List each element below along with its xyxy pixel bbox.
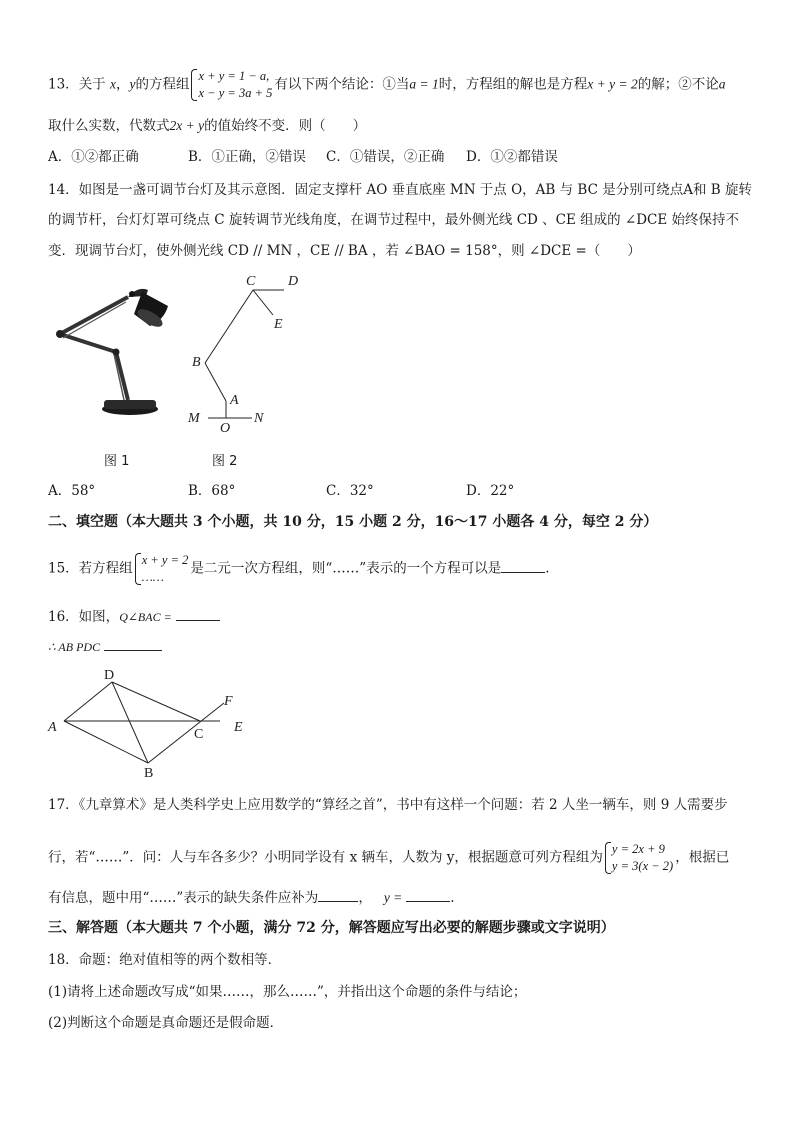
- q17-line1: 17．《九章算术》是人类科学史上应用数学的“算经之首”，书中有这样一个问题：若 2 人坐一辆车，则 9 人需要步: [48, 797, 728, 813]
- point-a-label: A: [230, 393, 239, 408]
- q17-answer-blank-1[interactable]: [318, 887, 358, 902]
- point-d-label: D: [104, 668, 115, 683]
- q17-eq1: y = 2x + 9: [611, 842, 665, 856]
- q17-text: 有信息，题中用“……”表示的缺失条件应补为: [48, 890, 319, 906]
- q14-line3: 变．现调节台灯，使外侧光线 CD // MN ，CE // BA ，若 ∠BAO = 158°，则 ∠DCE =（ ）: [48, 243, 641, 259]
- q13-text: 有以下两个结论：①当: [274, 76, 410, 93]
- var-x: x: [109, 76, 116, 92]
- desk-lamp-illustration: [50, 282, 180, 422]
- q14-options: [48, 481, 748, 501]
- q13-eq2: x − y = 3a + 5: [198, 86, 273, 100]
- q13-text: 关于: [78, 76, 106, 93]
- q17-comma: ，: [358, 890, 372, 906]
- q14-line1: 14．如图是一盏可调节台灯及其示意图．固定支撑杆 AO 垂直底座 MN 于点 O，AB 与 BC 是分别可绕点A和 B 旋转: [48, 182, 752, 198]
- q17-line3: [48, 887, 455, 908]
- q17-eq2: y = 3(x − 2): [611, 859, 674, 873]
- q18-line1: 18．命题：绝对值相等的两个数相等．: [48, 952, 282, 968]
- q15-eq1: x + y = 2: [141, 553, 189, 567]
- q16-geometry-diagram: [44, 665, 254, 780]
- var-y: y: [129, 76, 136, 92]
- q16-angle-expression: Q∠BAC =: [119, 610, 172, 624]
- point-e-label: E: [234, 720, 243, 735]
- q14-option-a[interactable]: A．58°: [48, 483, 96, 499]
- q13-option-d[interactable]: D．①②都错误: [466, 149, 558, 165]
- point-c-label: C: [246, 274, 256, 289]
- q17-y-equals: y =: [383, 890, 403, 905]
- point-e-label: E: [274, 317, 283, 332]
- q13-eq3: x + y = 2: [587, 76, 638, 92]
- q13-number: 13．: [48, 76, 79, 93]
- q13-text: 的值始终不变．则（ ）: [204, 118, 367, 134]
- q13-text: 的解；②不论: [637, 76, 719, 93]
- q13-eq1: x + y = 1 − a,: [198, 69, 270, 83]
- figure-1-caption: 图 1: [104, 454, 130, 469]
- point-d-label: D: [288, 274, 299, 289]
- point-o-label: O: [220, 421, 231, 435]
- lamp-diagram: [180, 270, 310, 435]
- q13-expression: 2x + y: [169, 118, 205, 133]
- q17-period: .: [450, 890, 455, 906]
- q17-equation-system: [605, 841, 673, 875]
- q15-period: .: [545, 560, 550, 577]
- q13-options: [48, 147, 748, 167]
- q16-line1: [48, 606, 220, 627]
- point-a-label: A: [48, 720, 57, 735]
- q13-option-a[interactable]: A．①②都正确: [48, 149, 139, 165]
- q13-equation-system: [191, 68, 272, 102]
- q17-text: ，根据已: [675, 849, 730, 866]
- q18-part2: (2)判断这个命题是真命题还是假命题．: [48, 1015, 284, 1031]
- q15-eq2: ……: [141, 570, 164, 584]
- q15-line: [48, 552, 550, 586]
- q13-text: 取什么实数，代数式: [48, 118, 170, 134]
- var-a: a: [718, 76, 726, 92]
- q16-answer-blank-2[interactable]: [104, 636, 162, 651]
- point-m-label: M: [188, 411, 200, 426]
- q13-condition: a = 1: [409, 76, 439, 92]
- q13-option-c[interactable]: C．①错误，②正确: [326, 149, 445, 165]
- q14-option-b[interactable]: B．68°: [188, 483, 236, 499]
- q16-conclusion: ∴ AB PDC: [48, 640, 101, 654]
- q13-line1: [48, 68, 725, 102]
- q14-line2: 的调节杆，台灯灯罩可绕点 C 旋转调节光线角度，在调节过程中，最外侧光线 CD 、CE 组成的 ∠DCE 始终保持不: [48, 212, 740, 228]
- point-b-label: B: [144, 766, 154, 780]
- q13-text: 的方程组: [135, 76, 190, 93]
- point-f-label: F: [224, 694, 233, 709]
- section-2-heading: 二、填空题（本大题共 3 个小题，共 10 分，15 小题 2 分，16～17 小题各 4 分，每空 2 分）: [48, 514, 658, 530]
- q13-option-b[interactable]: B．①正确，②错误: [188, 149, 306, 165]
- q14-option-d[interactable]: D．22°: [466, 483, 515, 499]
- q13-line2: [48, 116, 366, 136]
- section-3-heading: 三、解答题（本大题共 7 个小题，满分 72 分，解答题应写出必要的解题步骤或文字说明）: [48, 920, 615, 936]
- q14-option-c[interactable]: C．32°: [326, 483, 374, 499]
- point-b-label: B: [192, 355, 201, 370]
- q17-text: 行，若“……”．问：人与车各多少？小明同学设有 x 辆车，人数为 y，根据题意可列方程组为: [48, 849, 603, 866]
- figure-2-caption: 图 2: [212, 454, 238, 469]
- q17-line2: [48, 841, 729, 875]
- q13-comma: ，: [115, 76, 130, 93]
- point-c-label: C: [194, 727, 204, 742]
- q15-text: 是二元一次方程组，则“……”表示的一个方程可以是: [190, 560, 502, 577]
- q15-answer-blank[interactable]: [501, 558, 545, 573]
- q13-text: 时，方程组的解也是方程: [438, 76, 588, 93]
- q16-line2: [48, 636, 162, 657]
- q15-equation-system: [135, 552, 189, 586]
- point-n-label: N: [254, 411, 264, 426]
- q17-answer-blank-2[interactable]: [406, 887, 450, 902]
- q16-text: 16．如图，: [48, 609, 120, 625]
- q16-answer-blank-1[interactable]: [176, 606, 220, 621]
- q15-text: 15．若方程组: [48, 560, 133, 577]
- q18-part1: (1)请将上述命题改写成“如果……，那么……”，并指出这个命题的条件与结论；: [48, 984, 527, 1000]
